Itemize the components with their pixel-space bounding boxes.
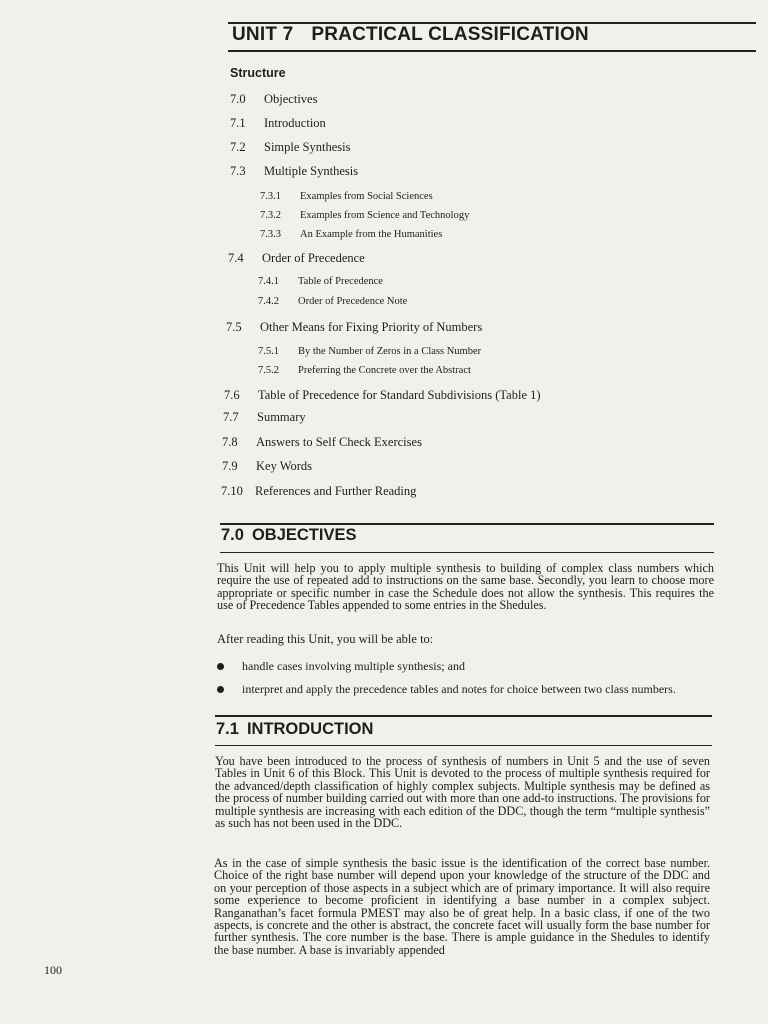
title-rule-bottom bbox=[228, 50, 756, 52]
introduction-paragraph-1: You have been introduced to the process of synthesis of numbers in Unit 5 and the use of seven Tables in Unit 6 of this Block. This Unit is devoted to the process of multiple synthesis required for the advanced/depth classification of highly complex subjects. Multiple synthesis may be defined as the process of number building carried out with more than one add-to instructions. The provisions for multiple synthesis are increasing with each edition of the DDC, though the term “multiple synthesis” as such has not been used in the DDC. bbox=[215, 754, 710, 831]
introduction-heading: 7.1 INTRODUCTION bbox=[216, 720, 374, 738]
unit-number: UNIT 7 bbox=[232, 24, 294, 45]
toc-subitem: 7.3.1 Examples from Social Sciences bbox=[260, 191, 433, 202]
toc-subitem: 7.4.2 Order of Precedence Note bbox=[258, 296, 408, 307]
toc-item: 7.10 References and Further Reading bbox=[221, 484, 417, 498]
introduction-rule-top bbox=[215, 715, 712, 717]
objectives-rule-top bbox=[220, 523, 714, 525]
objectives-lead: After reading this Unit, you will be able to: bbox=[217, 632, 434, 646]
toc-subitem: 7.4.1 Table of Precedence bbox=[258, 276, 383, 287]
objectives-paragraph: This Unit will help you to apply multiple synthesis to building of complex class numbers which require the use of repeated add to instructions on the same base. Secondly, you learn to choose more appropriate or specific number in case the Schedule does not allow the synthesis. This requires the use of Precedence Tables appended to some entries in the Shedules. bbox=[217, 561, 714, 613]
objectives-heading: 7.0 OBJECTIVES bbox=[221, 526, 357, 544]
toc-subitem: 7.5.1 By the Number of Zeros in a Class Number bbox=[258, 346, 482, 357]
toc-subitem: 7.3.2 Examples from Science and Technology bbox=[260, 210, 470, 221]
toc-subitem: 7.3.3 An Example from the Humanities bbox=[260, 229, 443, 240]
toc-item: 7.9 Key Words bbox=[222, 459, 313, 473]
bullet-icon bbox=[217, 686, 224, 693]
toc-item: 7.1 Introduction bbox=[230, 116, 326, 130]
toc-subitem: 7.5.2 Preferring the Concrete over the Abstract bbox=[258, 365, 471, 376]
toc-item: 7.2 Simple Synthesis bbox=[230, 140, 351, 154]
toc-item: 7.7 Summary bbox=[223, 410, 306, 424]
page-number: 100 bbox=[44, 963, 62, 977]
introduction-paragraph-2: As in the case of simple synthesis the basic issue is the identification of the correct base number. Choice of the right base number will depend upon your knowledge of the structure of the DDC and on your perception of those aspects in a subject which are of primary importance. It will also require some experience to become proficient in identifying a base number in a complex subject. Ranganathan’s facet formula PMEST may also be of great help. In a basic class, if one of the two aspects, is concrete and the other is abstract, the concrete facet will usually form the base number for further synthesis. The core number is the base. There is ample guidance in the Shedules to identify the base number. A base is invariably appended bbox=[214, 856, 710, 957]
toc-item: 7.4 Order of Precedence bbox=[228, 251, 365, 265]
toc-item: 7.6 Table of Precedence for Standard Subdivisions (Table 1) bbox=[224, 388, 541, 402]
structure-heading: Structure bbox=[230, 66, 286, 80]
objectives-rule-bottom bbox=[220, 552, 714, 553]
unit-title-text: PRACTICAL CLASSIFICATION bbox=[311, 24, 589, 45]
toc-item: 7.0 Objectives bbox=[230, 92, 318, 106]
objective-bullet: interpret and apply the precedence tables and notes for choice between two class numbers. bbox=[217, 682, 676, 697]
toc-item: 7.5 Other Means for Fixing Priority of Numbers bbox=[226, 320, 483, 334]
unit-title bbox=[232, 24, 589, 46]
toc-item: 7.8 Answers to Self Check Exercises bbox=[222, 435, 422, 449]
toc-item: 7.3 Multiple Synthesis bbox=[230, 164, 359, 178]
bullet-icon bbox=[217, 663, 224, 670]
introduction-rule-bottom bbox=[215, 745, 712, 746]
objective-bullet: handle cases involving multiple synthesis; and bbox=[217, 659, 465, 674]
